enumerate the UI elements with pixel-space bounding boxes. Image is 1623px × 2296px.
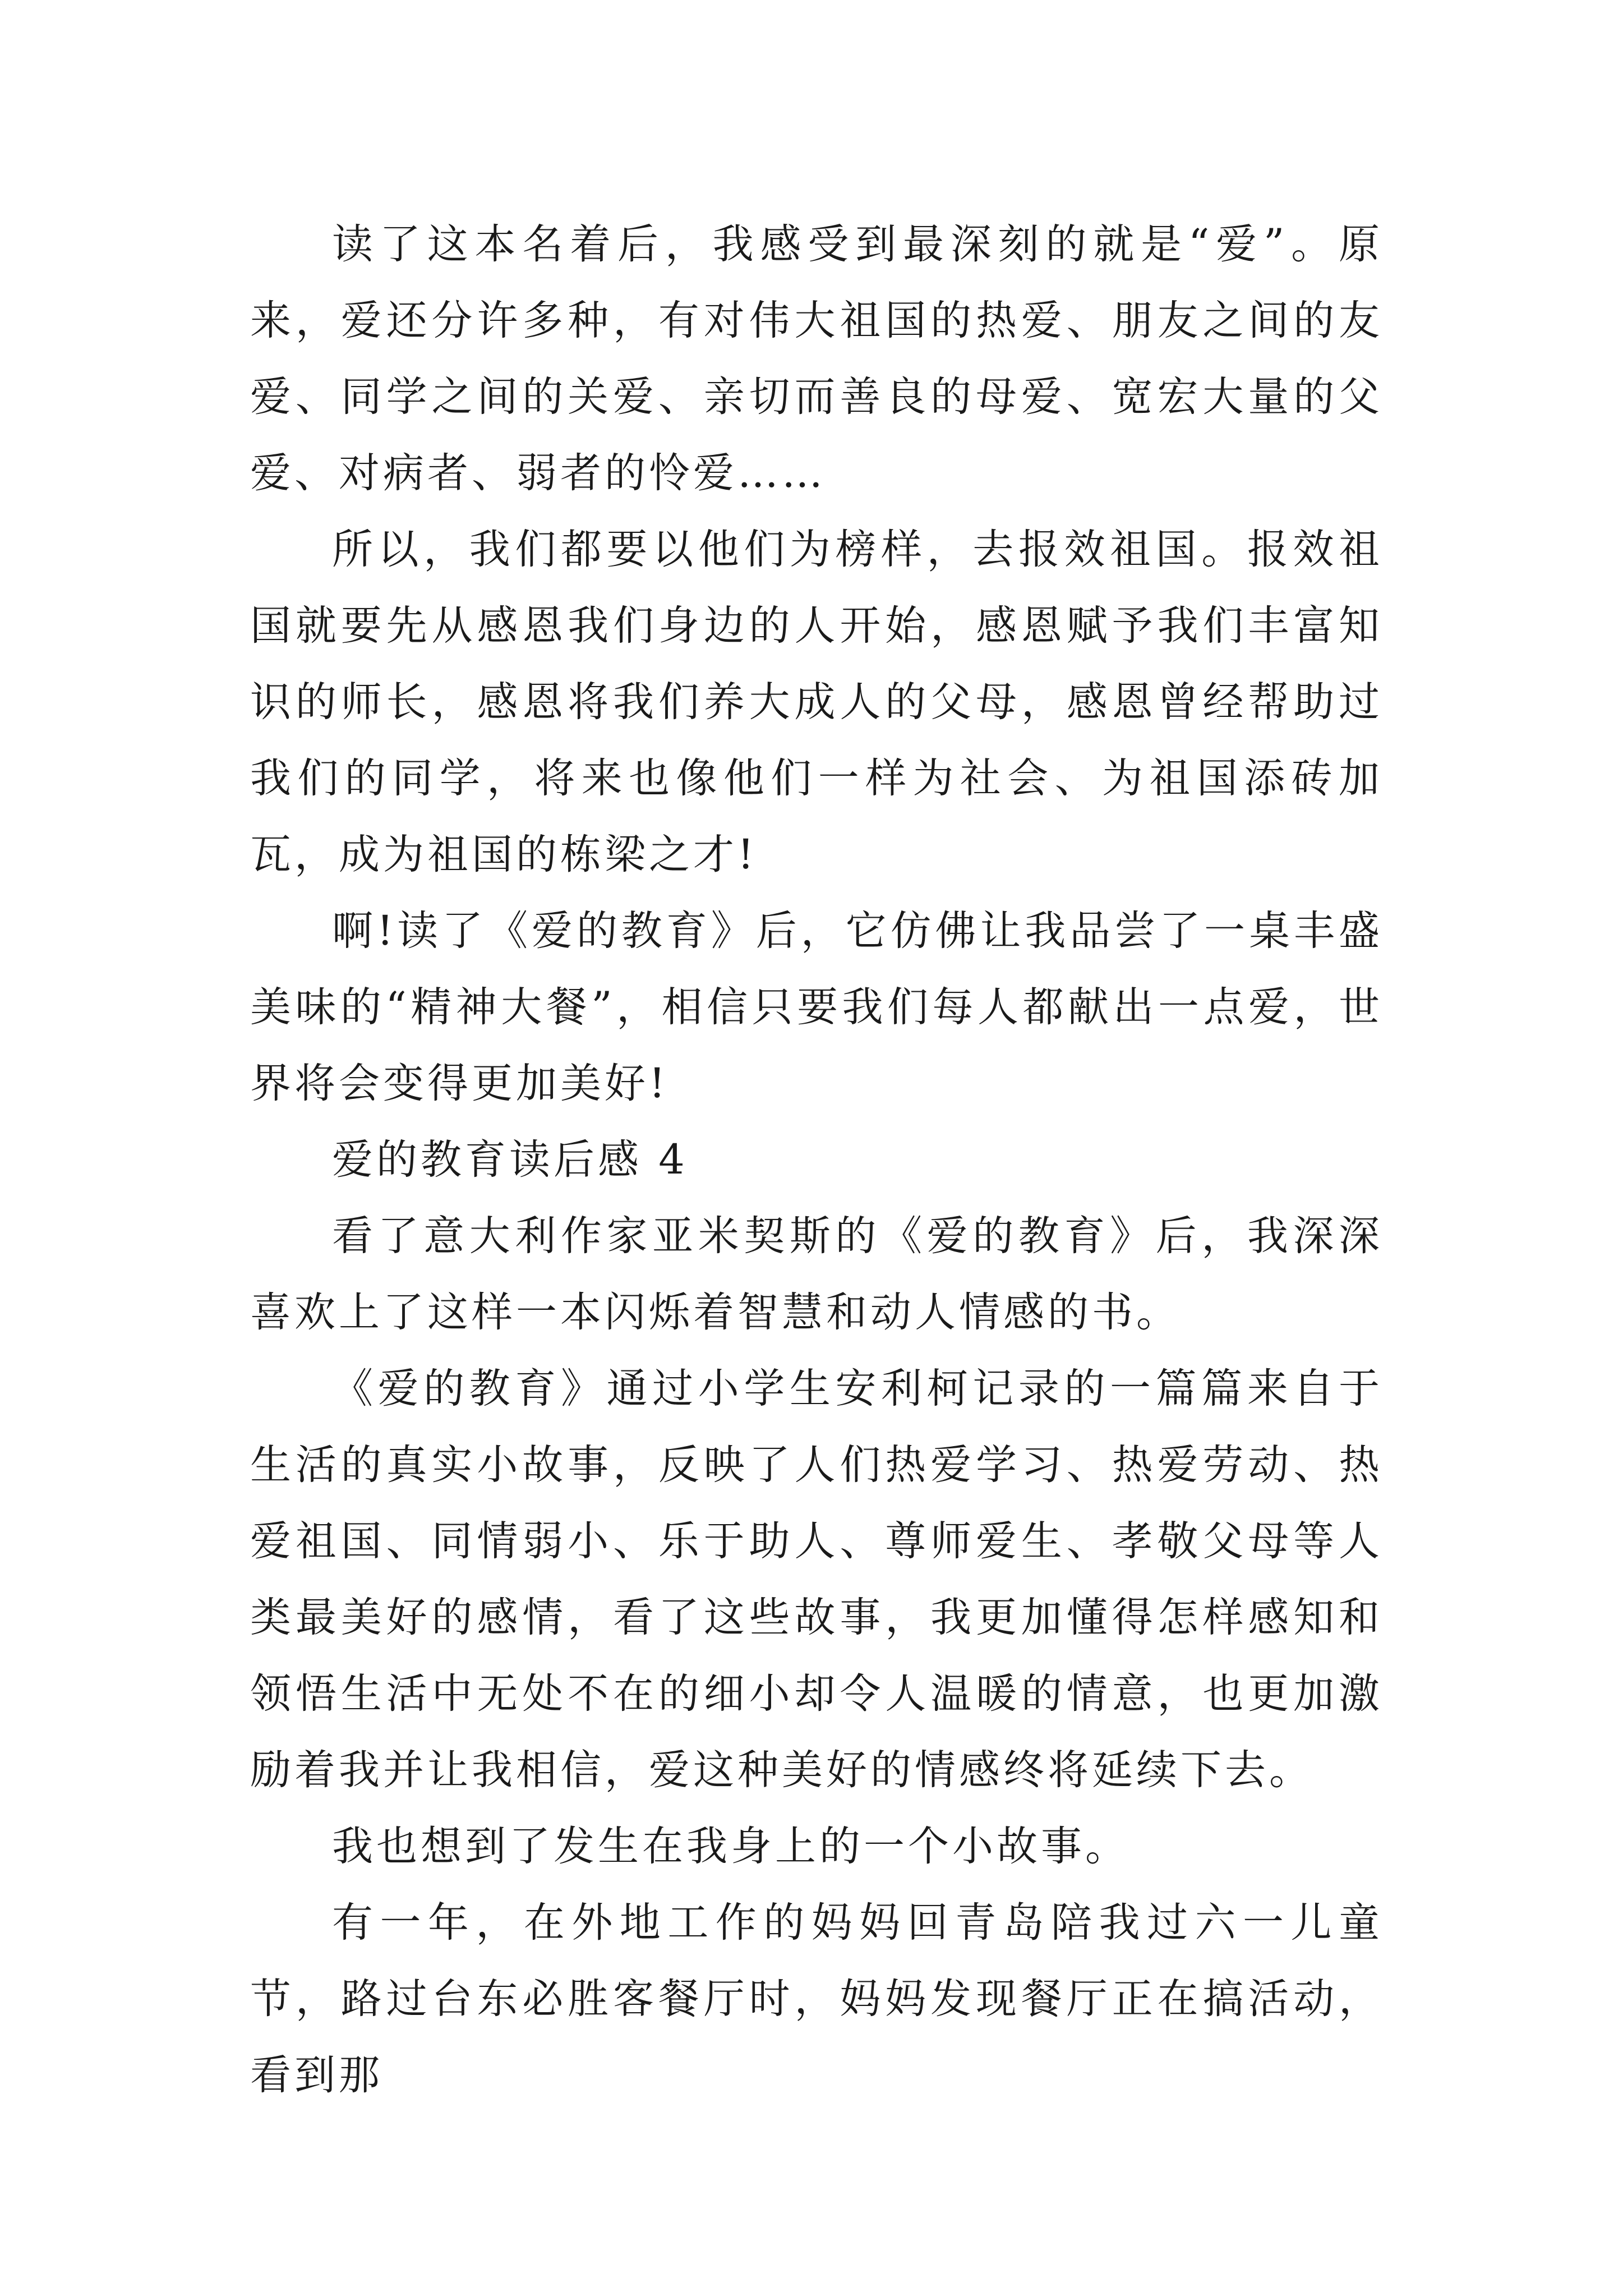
paragraph-book-summary: 《爱的教育》通过小学生安利柯记录的一篇篇来自于生活的真实小故事，反映了人们热爱学习、热爱劳动、热爱祖国、同情弱小、乐于助人、尊师爱生、孝敬父母等人类最美好的感情，看了这些故事，我更加懂得怎样感知和领悟生活中无处不在的细小却令人温暖的情意，也更加激励着我并让我相信，爱这种美好的情感终将延续下去。 [250, 1365, 1383, 1794]
document-body [250, 206, 1383, 2114]
paragraph-spiritual-feast: 啊!读了《爱的教育》后，它仿佛让我品尝了一桌丰盛美味的“精神大餐”，相信只要我们每人都献出一点爱，世界将会变得更加美好! [250, 907, 1383, 1107]
paragraph-own-story: 我也想到了发生在我身上的一个小故事。 [332, 1823, 1129, 1870]
paragraph-love-kinds: 读了这本名着后，我感受到最深刻的就是“爱”。原来，爱还分许多种，有对伟大祖国的热爱、朋友之间的友爱、同学之间的关爱、亲切而善良的母爱、宽宏大量的父爱、对病者、弱者的怜爱…… [250, 220, 1383, 497]
paragraph-intro-book: 看了意大利作家亚米契斯的《爱的教育》后，我深深喜欢上了这样一本闪烁着智慧和动人情感的书。 [250, 1212, 1383, 1336]
section-heading: 爱的教育读后感 4 [332, 1136, 688, 1184]
paragraph-serve-country: 所以，我们都要以他们为榜样，去报效祖国。报效祖国就要先从感恩我们身边的人开始，感恩赋予我们丰富知识的师长，感恩将我们养大成人的父母，感恩曾经帮助过我们的同学，将来也像他们一样为社会、为祖国添砖加瓦，成为祖国的栋梁之才! [250, 526, 1383, 878]
paragraph-childrens-day: 有一年，在外地工作的妈妈回青岛陪我过六一儿童节，路过台东必胜客餐厅时，妈妈发现餐厅正在搞活动，看到那 [250, 1899, 1383, 2099]
